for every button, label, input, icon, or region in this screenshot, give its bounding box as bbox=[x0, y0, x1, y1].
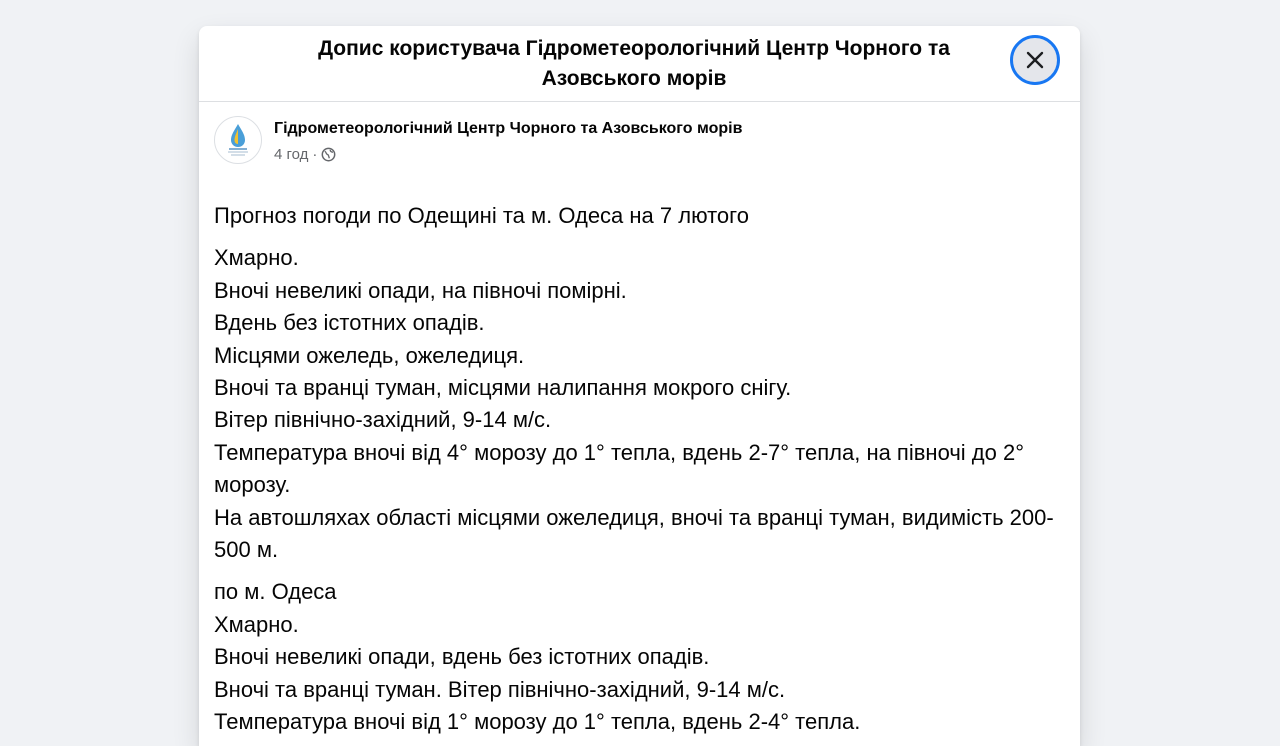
post-dialog bbox=[199, 26, 1080, 746]
forecast-line: Хмарно. bbox=[214, 611, 299, 637]
dialog-header bbox=[199, 26, 1080, 102]
avatar[interactable] bbox=[214, 116, 262, 164]
forecast-line: по м. Одеса bbox=[214, 579, 337, 605]
forecast-line: Вночі та вранці туман, місцями налипання мокрого снігу. bbox=[214, 375, 792, 401]
post-body bbox=[214, 200, 1064, 746]
author-name[interactable]: Гідрометеорологічний Центр Чорного та Азовського морів bbox=[274, 120, 743, 137]
forecast-line: Хмарно. bbox=[214, 245, 299, 271]
city-forecast bbox=[214, 576, 1064, 738]
meta-separator: · bbox=[312, 146, 318, 163]
forecast-line: Вітер північно-західний, 9-14 м/с. bbox=[214, 407, 552, 433]
forecast-line: Вночі невеликі опади, вдень без істотних опадів. bbox=[214, 644, 710, 670]
forecast-line: Вночі невеликі опади, на півночі помірні. bbox=[214, 277, 627, 303]
dialog-title: Допис користувача Гідрометеорологічний Центр Чорного та Азовського морів bbox=[318, 37, 950, 90]
close-button[interactable] bbox=[1010, 35, 1060, 85]
forecast-line: Температура вночі від 1° морозу до 1° тепла, вдень 2-4° тепла. bbox=[214, 709, 861, 735]
globe-icon[interactable] bbox=[321, 147, 336, 162]
forecast-line: Температура вночі від 4° морозу до 1° тепла, вдень 2-7° тепла, на півночі до 2° морозу. bbox=[214, 439, 1025, 498]
forecast-line: Місцями ожеледь, ожеледиця. bbox=[214, 342, 525, 368]
post-meta bbox=[274, 146, 336, 163]
forecast-line: Вдень без істотних опадів. bbox=[214, 310, 485, 336]
forecast-line: Вночі та вранці туман. Вітер північно-західний, 9-14 м/с. bbox=[214, 676, 786, 702]
post-timestamp[interactable]: 4 год bbox=[274, 146, 309, 163]
headline-text: Прогноз погоди по Одещині та м. Одеса на 7 лютого bbox=[214, 203, 749, 228]
page-logo-icon bbox=[215, 117, 261, 163]
post-headline bbox=[214, 200, 1064, 232]
region-forecast bbox=[214, 242, 1064, 566]
forecast-line: На автошляхах області місцями ожеледиця, вночі та вранці туман, видимість 200-500 м. bbox=[214, 504, 1054, 563]
close-icon bbox=[1025, 50, 1045, 70]
